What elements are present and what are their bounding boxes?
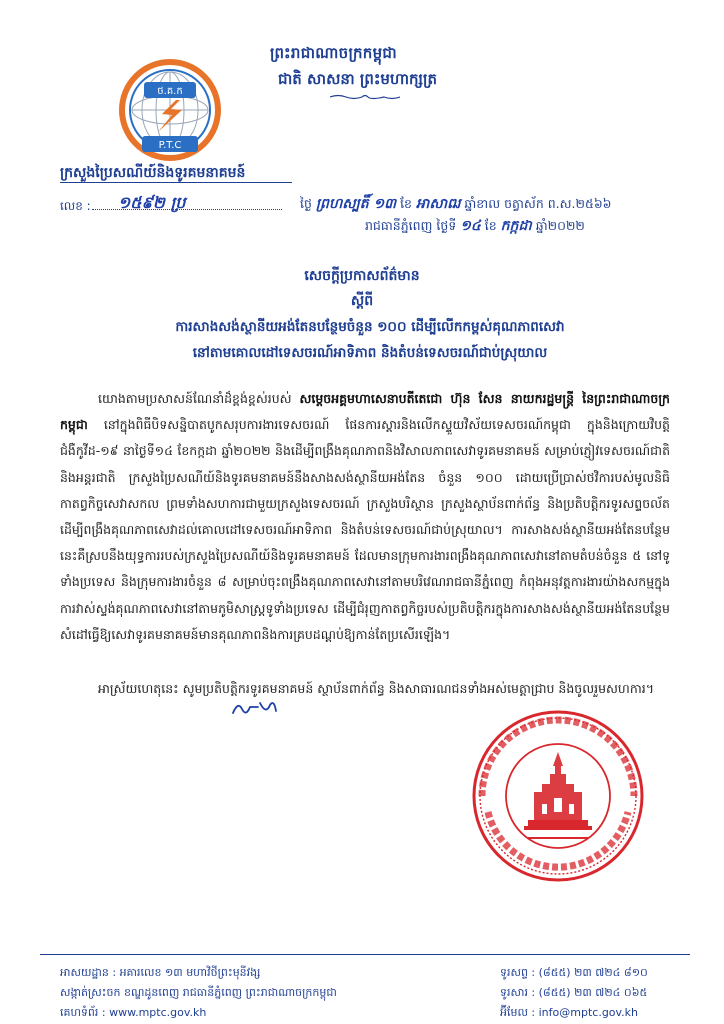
national-motto: ជាតិ សាសនា ព្រះមហាក្សត្រ bbox=[278, 70, 437, 88]
footer-email: អ៊ីមែល : info@mptc.gov.kh bbox=[500, 1006, 639, 1019]
document-subtitle: ស្តីពី bbox=[350, 293, 374, 309]
body-lead: យោងតាមប្រសាសន៍ណែនាំដ៏ខ្ពង់ខ្ពស់របស់ bbox=[98, 391, 292, 406]
logo-bottom-text: P.T.C bbox=[158, 140, 182, 151]
reference-label: លេខ : bbox=[60, 199, 91, 213]
ministry-underline bbox=[60, 182, 292, 183]
motto-ornament-icon bbox=[330, 94, 400, 100]
footer-website: គេហទំព័រ : www.mptc.gov.kh bbox=[60, 1006, 207, 1019]
solar-year: ឆ្នាំ២០២២ bbox=[535, 218, 585, 233]
lunar-month-handwritten: អាសាឍ bbox=[415, 196, 461, 212]
signature-initials-icon bbox=[230, 697, 278, 719]
solar-date-prefix: រាជធានីភ្នំពេញ ថ្ងៃទី bbox=[365, 218, 457, 233]
footer-divider bbox=[40, 954, 690, 955]
footer-telephone: ទូរសព្ទ : (៨៥៥) ២៣ ៧២៤ ៨១០ bbox=[500, 966, 648, 979]
ministry-name: ក្រសួងប្រៃសណីយ៍និងទូរគមនាគមន៍ bbox=[60, 165, 246, 181]
subject-line-1: ការសាងសង់ស្ថានីយអង់តែនបន្ថែមចំនួន ១០០ ដើម្បីលើកកម្ពស់គុណភាពសេវា bbox=[175, 319, 565, 335]
lunar-date-prefix: ថ្ងៃ bbox=[300, 196, 312, 211]
body-main-text: នៅក្នុងពិធីបិទសន្និបាតបូកសរុបការងារទេសចរណ៍ ផែនការស្តារនិងលើកស្ទួយវិស័យទេសចរណ៍កម្ពុជា ក្នុងនិងក្រោយវិបត្តិជំងឺកូវីដ-១៩ នាថ្ងៃទី១៤ ខែកក្កដា ឆ្នាំ២០២២ និងដើម្បីពង្រឹងគុណភាពនិងវិសាលភាពសេវាទូរគមនាគមន៍ សម្រាប់ភ្ញៀវទេសចរណ៍ជាតិ និងអន្តរជាតិ ក្រសួងប្រៃសណីយ៍និងទូរគមនាគមន៍នឹងសាងសង់ស្ថានីយអង់តែន ចំនួន ១០០ ដោយប្រើប្រាស់ថវិការបស់មូលនិធិកាតព្វកិច្ចសេវាសកល ព្រមទាំងសហការជាមួយក្រសួងទេសចរណ៍ ក្រសួងបរិស្ថាន ក្រសួងស្ថាប័នពាក់ព័ន្ធ និងប្រតិបត្តិករទូរសព្ទចល័ត ដើម្បីពង្រឹងគុណភាពសេវាដល់គោលដៅទេសចរណ៍អាទិភាព និងតំបន់ទេសចរណ៍ជាប់ស្រុយាល។ ការសាងសង់ស្ថានីយអង់តែនបន្ថែមនេះគឺស្របនឹងយុទ្ធការរបស់ក្រសួងប្រៃសណីយ៍និងទូរគមនាគមន៍ ដែលមានក្រុមការងារពង្រឹងគុណភាពសេវានៅតាមតំបន់ចំនួន ៥ នៅទូទាំងប្រទេស និងក្រុមការងារចំនួន ៨ សម្រាប់ចុះពង្រឹងគុណភាពសេវានៅតាមបរិវេណរាជធានីភ្នំពេញ កំពុងអនុវត្តការងារយ៉ាងសកម្មក្នុងការវាស់ស្ទង់គុណភាពសេវានៅតាមភូមិសាស្ត្រទូទាំងប្រទេស ដើម្បីជំរុញកាតព្វកិច្ចរបស់ប្រតិបត្តិករក្នុងការសាងសង់ស្ថានីយអង់តែនបន្ថែម សំដៅធ្វើឱ្យសេវាទូរគមនាគមន៍មានគុណភាពនិងការគ្របដណ្តប់ឱ្យកាន់តែប្រសើរឡើង។ bbox=[60, 417, 670, 642]
reference-number: ១៥៩២ ប្រ bbox=[118, 193, 186, 212]
lunar-month-label: ខែ bbox=[400, 196, 412, 211]
ministry-logo bbox=[118, 58, 222, 162]
lunar-day-handwritten: ព្រហស្បតិ៍ ១៣ bbox=[315, 196, 397, 212]
solar-day-handwritten: ១៤ bbox=[460, 218, 481, 234]
solar-date bbox=[365, 216, 585, 237]
solar-month-label: ខែ bbox=[484, 218, 497, 233]
footer-fax: ទូរសារ : (៨៥៥) ២៣ ៧២៤ ០៦៥ bbox=[500, 986, 648, 999]
footer-address-line-2: សង្កាត់ស្រះចក ខណ្ឌដូនពេញ រាជធានីភ្នំពេញ ព្រះរាជាណាចក្រកម្ពុជា bbox=[60, 986, 337, 999]
closing-paragraph: អាស្រ័យហេតុនេះ សូមប្រតិបត្តិករទូរគមនាគមន៍ ស្ថាប័នពាក់ព័ន្ធ និងសាធារណជនទាំងអស់មេត្តាជ្រាប និងចូលរួមសហការ។ bbox=[98, 681, 654, 696]
kingdom-heading: ព្រះរាជាណាចក្រកម្ពុជា bbox=[270, 44, 397, 62]
body-paragraph bbox=[60, 386, 670, 648]
lunar-year: ឆ្នាំខាល ចត្វាស័ក ព.ស.២៥៦៦ bbox=[464, 196, 612, 211]
subject-line-2: នៅតាមគោលដៅទេសចរណ៍អាទិភាព និងតំបន់ទេសចរណ៍ជាប់ស្រុយាល bbox=[192, 345, 548, 361]
official-seal-icon bbox=[470, 708, 646, 884]
body-bold-name: សម្តេចអគ្គមហាសេនាបតីតេជោ ហ៊ុន សែន នាយករដ្ឋមន្ត្រី នៃព្រះរាជាណាចក្រកម្ពុជា bbox=[60, 391, 670, 433]
lunar-date bbox=[300, 194, 612, 215]
footer-address-line-1: អាសយដ្ឋាន : អគារលេខ ១៣ មហាវិថីព្រះមុនីវង្ស bbox=[60, 966, 261, 979]
solar-month-handwritten: កក្កដា bbox=[500, 218, 532, 234]
document-title: សេចក្តីប្រកាសព័ត៌មាន bbox=[304, 268, 420, 284]
logo-top-text: ថ.គ.ក bbox=[157, 86, 183, 97]
